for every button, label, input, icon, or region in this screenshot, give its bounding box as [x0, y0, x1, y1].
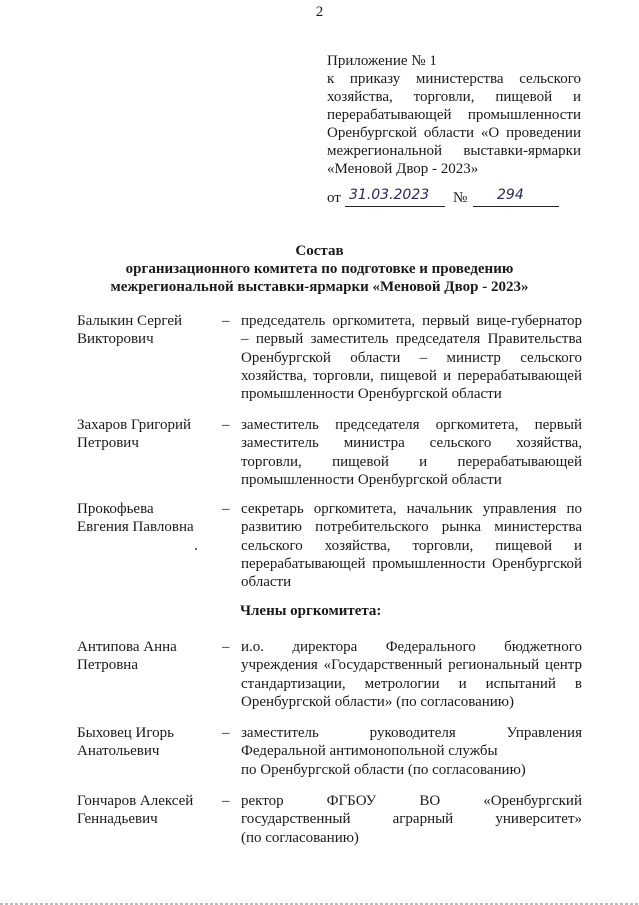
name-line: Петровна: [77, 657, 138, 674]
role-line: государственный аграрный университет»: [241, 811, 582, 828]
role-line: развитию потребительского рынка министерства: [241, 519, 582, 536]
name-line: Евгения Павловна: [77, 519, 194, 536]
member-role: [241, 792, 582, 847]
member-name: [77, 500, 217, 537]
member-role: [241, 312, 582, 403]
appendix-line: к приказу министерства сельского: [327, 71, 581, 87]
order-from-label: от: [327, 190, 341, 206]
role-line: – первый заместитель председателя Правительства: [241, 331, 582, 348]
member-name: [77, 724, 217, 761]
role-line: Оренбургской области» (по согласованию): [241, 693, 515, 710]
name-line: Захаров Григорий: [77, 417, 192, 433]
member-name: [77, 638, 217, 675]
name-line: Прокофьева: [77, 501, 154, 517]
appendix-line: межрегиональной выставки-ярмарки: [327, 143, 581, 159]
member-name: [77, 312, 217, 349]
members-heading: Члены оргкомитета:: [240, 603, 382, 619]
dash: –: [222, 639, 230, 655]
dash: –: [222, 313, 230, 329]
member-name: [77, 416, 217, 453]
role-line: перерабатывающей промышленности Оренбургской: [241, 555, 582, 572]
role-line: хозяйства, торговли, пищевой и перерабатывающей: [241, 367, 582, 384]
role-line: сельского хозяйства, торговли, пищевой и: [241, 537, 582, 554]
document-title: [0, 242, 639, 296]
order-number-label: №: [453, 190, 468, 206]
role-line: стандартизации, метрологии и испытаний в: [241, 675, 582, 692]
title-line: Состав: [295, 243, 344, 259]
name-line: Гончаров Алексей: [77, 793, 194, 809]
role-line: и.о. директора Федерального бюджетного: [241, 639, 582, 655]
order-date-number: [327, 188, 567, 210]
role-line: промышленности Оренбургской области: [241, 471, 502, 488]
name-line: Антипова Анна: [77, 639, 177, 655]
member-role: [241, 638, 582, 711]
appendix-line: Приложение № 1: [327, 53, 437, 69]
appendix-line: «Меновой Двор - 2023»: [327, 161, 479, 177]
name-line: Балыкин Сергей: [77, 313, 183, 329]
role-line: торговли, пищевой и перерабатывающей: [241, 453, 582, 470]
name-line: Быховец Игорь: [77, 725, 175, 741]
role-line: промышленности Оренбургской области: [241, 386, 502, 403]
title-line: организационного комитета по подготовке и проведению: [125, 261, 514, 277]
role-line: Федеральной антимонопольной службы: [241, 743, 498, 760]
role-line: по Оренбургской области (по согласованию): [241, 761, 526, 778]
name-line: Геннадьевич: [77, 811, 158, 828]
role-line: области: [241, 574, 292, 591]
role-line: председатель оргкомитета, первый вице-губернатор: [241, 313, 582, 329]
member-role: [241, 416, 582, 489]
dash: –: [222, 501, 230, 517]
member-role: [241, 724, 582, 779]
appendix-line: хозяйства, торговли, пищевой и: [327, 89, 581, 105]
role-line: (по согласованию): [241, 829, 359, 846]
member-name: [77, 792, 217, 829]
appendix-block: [327, 52, 581, 178]
appendix-line: Оренбургской области «О проведении: [327, 125, 581, 141]
appendix-line: перерабатывающей промышленности: [327, 107, 581, 123]
role-line: ректор ФГБОУ ВО «Оренбургский: [241, 793, 582, 809]
role-line: заместитель председателя оргкомитета, первый: [241, 417, 582, 433]
name-line: Анатольевич: [77, 743, 160, 760]
order-number: 294: [497, 187, 524, 203]
role-line: Оренбургской области – министр сельского: [241, 349, 582, 366]
dash: –: [222, 417, 230, 433]
name-line: Викторович: [77, 331, 154, 348]
order-date: 31.03.2023: [349, 187, 430, 203]
role-line: секретарь оргкомитета, начальник управления по: [241, 501, 582, 517]
dash: –: [222, 793, 230, 809]
title-line: межрегиональной выставки-ярмарки «Меновой Двор - 2023»: [110, 279, 529, 295]
role-line: заместитель руководителя Управления: [241, 725, 582, 741]
role-line: заместитель министра сельского хозяйства,: [241, 435, 582, 452]
role-line: учреждения «Государственный региональный центр: [241, 657, 582, 674]
page-number: 2: [315, 4, 324, 20]
dash: –: [222, 725, 230, 741]
scan-speck: [195, 548, 197, 550]
name-line: Петрович: [77, 435, 139, 452]
member-role: [241, 500, 582, 591]
